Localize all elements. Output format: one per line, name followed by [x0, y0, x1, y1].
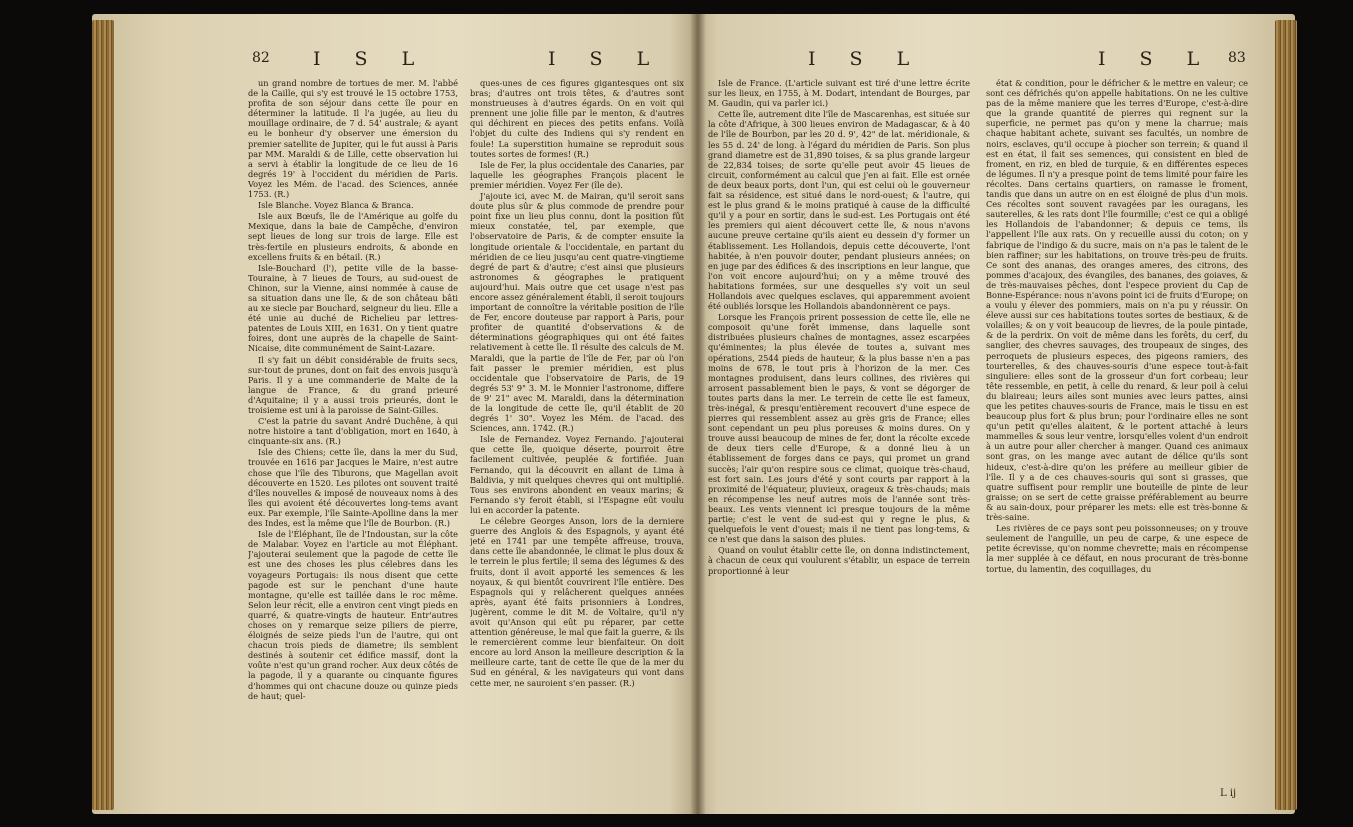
right-page-edges — [1275, 20, 1297, 810]
paragraph: un grand nombre de tortues de mer. M. l'abbé de la Caille, qui s'y est trouvé le 15 octobre 1753, profita de son séjour dans cette île pour en déterminer la latitude. Il l'a jugée, au lieu du mouillage ordinaire, de 7 d. 54' australe; & ayant eu le bonheur d'y observer une émersion du premier satellite de Jupiter, qui le fut aussi à Paris par MM. Maraldi & de Lille, cette observation lui a servi à établir la longitude de ce lieu de 16 degrés 19' à l'occident du méridien de Paris. Voyez les Mém. de l'acad. des Sciences, année 1753. (R.) — [248, 78, 458, 200]
paragraph: C'est la patrie du savant André Duchêne, à qui notre histoire a tant d'obligation, mort en 1640, à cinquante-six ans. (R.) — [248, 416, 458, 447]
right-head-word-b: I S L — [1098, 48, 1214, 70]
left-head-word-b: I S L — [548, 48, 664, 70]
paragraph: Isle de Fernandez. Voyez Fernando. J'ajouterai que cette île, quoique déserte, pourroit être facilement cultivée, peuplée & fortifiée. Juan Fernando, qui la découvrit en allant de Lima à Baldivia, y mit quelques chevres qui ont multiplié. Tous ses environs abondent en veaux marins; & Fernando s'y feroit établi, si l'Espagne eût voulu lui en accorder la patente. — [470, 434, 684, 515]
paragraph: Quand on voulut établir cette île, on donna indistinctement, à chacun de ceux qui voulurent s'établir, un espace de terrein proportionné à leur — [708, 545, 970, 576]
book-gutter — [690, 14, 706, 814]
right-page-number: 83 — [1228, 50, 1246, 66]
paragraph: Les rivières de ce pays sont peu poissonneuses; on y trouve seulement de l'anguille, un peu de carpe, & une espece de petite écrevisse, qu'on nomme chevrette; mais en récompense la mer supplée à ce défaut, en nous procurant de très-bonne tortue, du lamentin, des coquillages, du — [986, 523, 1248, 574]
right-column-2 — [986, 78, 1248, 783]
paragraph: Isle de France. (L'article suivant est tiré d'une lettre écrite sur les lieux, en 1755, à M. Dodart, intendant de Bourges, par M. Gaudin, qui va parler ici.) — [708, 78, 970, 109]
paragraph: Isle aux Bœufs, île de l'Amérique au golfe du Mexique, dans la baie de Campêche, d'environ sept lieues de long sur trois de large. Elle est très-fertile en plusieurs endroits, & abonde en excellens fruits & en bétail. (R.) — [248, 211, 458, 262]
left-page — [248, 48, 696, 701]
paragraph: Isle-Bouchard (l'), petite ville de la basse-Touraine, à 7 lieues de Tours, au sud-ouest de Chinon, sur la Vienne, ainsi nommée à cause de sa situation dans une île, & de son château bâti au xe siecle par Bouchard, seigneur du lieu. Elle a été unie au duché de Richelieu par lettres-patentes de Louis XIII, en 1631. On y tient quatre foires, dont une auprès de la chapelle de Saint-Nicaise, dite communément de Saint-Lazare. — [248, 262, 458, 354]
paragraph: Isle Blanche. Voyez Blanca & Branca. — [258, 200, 414, 211]
left-page-number: 82 — [252, 50, 270, 66]
paragraph: J'ajoute ici, avec M. de Mairan, qu'il seroit sans doute plus sûr & plus commode de prendre pour point fixe un lieu plus connu, dont la position fût mieux constatée, tel, par exemple, que l'observatoire de Paris, & de compter ensuite la longitude orientale & l'occidentale, en partant du méridien de ce lieu jusqu'au cent quatre-vingtieme degré de part & d'autre; c'est ainsi que plusieurs astronomes & géographes le pratiquent aujourd'hui. Mais outre que cet usage n'est pas encore assez généralement établi, il seroit toujours important de connoître la véritable position de l'île de Fer, encore douteuse par rapport à Paris, pour profiter de quantité d'observations & de déterminations géographiques qui ont été faites relativement à cette île. Il résulte des calculs de M. Maraldi, que la partie de l'île de Fer, par où l'on fait passer le premier méridien, est plus occidentale que l'observatoire de Paris, de 19 degrés 53' 9" 3. M. le Monnier l'astronome, differe de 9' 21" avec M. Maraldi, dans la détermination de la longitude de cette île, qu'il établit de 20 degrés 1' 30". Voyez les Mém. de l'acad. des Sciences, ann. 1742. (R.) — [470, 191, 684, 434]
left-column-2 — [470, 78, 684, 783]
paragraph: Isle de Fer, la plus occidentale des Canaries, par laquelle les géographes François placent le premier méridien. Voyez Fer (île de). — [470, 159, 684, 190]
paragraph: état & condition, pour le défricher & le mettre en valeur; ce sont ces défrichés qu'on appelle habitations. On ne les cultive pas de la même maniere que les terres d'Europe, c'est-à-dire que la grande quantité de pierres qui regnent sur la superficie, ne permet pas qu'on y mene la charrue; mais chaque habitant achete, suivant ses facultés, un nombre de noirs, esclaves, qu'il occupe à piocher son terrein; & quand il est en état, il fait ses semences, qui consistent en bled de froment, en riz, en bled de turquie, & en différentes especes de légumes. Il n'y a presque point de tems limité pour faire les récoltes. Dans certains quartiers, on ramasse le froment, tandis que dans un autre on en est éloigné de plus d'un mois. Ces récoltes sont souvent ravagées par les ouragans, les sauterelles, & les rats dont l'île fourmille; c'est ce qui a obligé les Hollandois de l'abandonner; & depuis ce tems, ils l'appellent l'île aux rats. On y recueille aussi du coton; on y fabrique de l'indigo & du sucre, mais on n'a pas le talent de le bien raffiner; sur les habitations, on trouve très-peu de fruits. Ce sont des ananas, des oranges ameres, des citrons, des pommes d'acajoux, des évangiles, des bananes, des goiaves, & de très-mauvaises pêches, dont l'espece provient du Cap de Bonne-Espérance: nous n'avons point ici de fruits d'Europe; on a voulu y élever des pommiers, mais on n'a pu y réussir. On éleve aussi sur ces habitations toutes sortes de bestiaux, & de volailles; & on y voit beaucoup de lievres, de la poule pintade, & de la perdrix. On voit de même dans les forêts, du cerf, du sanglier, des chevres sauvages, des troupeaux de singes, des perroquets de plusieurs especes, des pigeons ramiers, des tourterelles, & des chauves-souris d'une espece tout-à-fait singuliere: elles sont de la grosseur d'un fort corbeau; leur tête ressemble, en petit, à celle du renard, & leur poil à celui du blaireau; leurs ailes sont munies avec leurs pattes, ainsi que les petites chauves-souris de France, mais le tissu en est beaucoup plus fort & plus brun; pour l'ordinaire elles ne sont qu'un petit qu'elles alaitent, & le portent attaché à leurs mammelles & sous leur ventre, lorsqu'elles volent d'un endroit à un autre pour aller chercher à manger. Quand ces animaux sont gras, on les mange avec autant de délice qu'ils sont hideux, c'est-à-dire qu'on les préfere au meilleur gibier de l'île. Il y a de ces chauves-souris qui sont si grasses, que quatre suffisent pour remplir une bouteille de pinte de leur graisse; on se sert de cette graisse préférablement au beurre & au sain-doux, pour préparer les mets: elle est très-bonne & très-saine. — [986, 78, 1248, 523]
paragraph: Isle des Chiens; cette île, dans la mer du Sud, trouvée en 1616 par Jacques le Maire, n'est autre chose que l'île des Tiburons, que Magellan avoit découverte en 1520. Les pilotes ont souvent traité d'îles nouvelles & imposé de nouveaux noms à des îles qui avoient été découvertes long-tems avant eux. Par exemple, l'île Sainte-Apolline dans la mer des Indes, est la même que l'île de Bourbon. (R.) — [248, 447, 458, 529]
signature-mark: L ij — [1220, 788, 1237, 799]
left-column-1 — [248, 78, 458, 783]
right-head-word-a: I S L — [808, 48, 924, 70]
paragraph: Lorsque les François prirent possession de cette île, elle ne composoit qu'une forêt immense, dans laquelle sont distribuées plusieurs chaînes de montagnes, assez escarpées qu'éminentes; la plus élevée de toutes a, suivant mes opérations, 2544 pieds de hauteur, & la plus basse n'en a pas moins de 678, le tout pris à l'horizon de la mer. Ces montagnes produisent, dans leurs collines, des rivières qui arrosent passablement bien le pays, & vont se dégorger de toutes parts dans la mer. Le terrein de cette île est fameux, très-inégal, & presqu'entièrement recouvert d'une espece de pierres qui ressemblent assez au grès gris de France; elles sont cependant un peu plus poreuses & moins dures. On y trouve aussi beaucoup de mines de fer, dont la récolte excede de deux tiers celle d'Europe, & a donné lieu à un établissement de forges dans ce pays, qui promet un grand succès; l'air qu'on respire sous ce climat, quoique très-chaud, est fort sain. Les jours d'été y sont courts par rapport à la proximité de l'équateur, pluvieux, orageux & très-chauds; mais en récompense les neuf autres mois de l'année sont très-beaux. Les vents viennent ici presque toujours de la même partie; c'est le vent de sud-est qui y regne le plus, & quelquefois le vent d'ouest; mais il ne tient pas long-tems, & ce n'est que dans la saison des pluies. — [708, 312, 970, 545]
paragraph: Il s'y fait un débit considérable de fruits secs, sur-tout de prunes, dont on fait des envois jusqu'à Paris. Il y a une commanderie de Malte de la langue de France, & du grand prieuré d'Aquitaine; il y a aussi trois prieurés, dont le troisieme est uni à la paroisse de Saint-Gilles. — [248, 354, 458, 415]
paragraph: Cette île, autrement dite l'île de Mascarenhas, est située sur la côte d'Afrique, à 300 lieues environ de Madagascar, & à 40 de l'île de Bourbon, par les 20 d. 9', 42" de lat. méridionale, & les 55 d. 24' de long. à l'égard du méridien de Paris. Son plus grand diametre est de 31,890 toises, & sa plus grande largeur de 22,834 toises; de sorte qu'elle peut avoir 45 lieues de circuit, conformément au calcul que j'en ai fait. Elle est ornée de deux beaux ports, dont l'un, qui est celui où le gouverneur fait sa résidence, est situé dans le nord-ouest; & l'autre, qui est le plus grand & le moins pratiqué à cause de la difficulté qu'il y a pour en sortir, dans le sud-est. Les Portugais ont été les premiers qui aient découvert cette île, & nous n'avons aucune preuve certaine qu'ils aient eu dessein d'y former un établissement. Les Hollandois, depuis cette découverte, l'ont habitée, à n'en pouvoir douter, pendant plusieurs années; on en juge par des édifices & des inscriptions en leur langue, que l'on voit encore aujourd'hui; on y a même trouvé des habitations formées, sur une desquelles s'y voit un seul Hollandois avec quelques esclaves, qui apparemment avoient été oubliés lorsque les Hollandois abandonnèrent ce pays. — [708, 109, 970, 312]
paragraph: Le célebre Georges Anson, lors de la derniere guerre des Anglois & des Espagnols, y ayant été jeté en 1741 par une tempête affreuse, trouva, dans cette île abandonnée, le climat le plus doux & le terrein le plus fertile; il sema des légumes & des fruits, dont il avoit apporté les semences & les noyaux, & qui bientôt couvrirent l'île entière. Des Espagnols qui y relâcherent quelques années après, ayant été faits prisonniers à Londres, jugèrent, comme le dit M. de Voltaire, qu'il n'y avoit qu'Anson qui eût pu réparer, par cette attention généreuse, le mal que fait la guerre, & ils le remercièrent comme leur bienfaiteur. On doit encore au lord Anson la meilleure description & la meilleure carte, tant de cette île que de la mer du Sud en général, & les navigateurs qui vont dans cette mer, ne sauroient s'en passer. (R.) — [470, 516, 684, 688]
right-page — [708, 48, 1256, 799]
right-running-head — [708, 50, 1256, 74]
left-page-edges — [92, 20, 114, 810]
paragraph: Isle de l'Éléphant, île de l'Indoustan, sur la côte de Malabar. Voyez en l'article au mot Éléphant. J'ajouterai seulement que la pagode de cette île est une des choses les plus célebres dans les voyageurs Portugais: ils nous disent que cette pagode est sur le penchant d'une haute montagne, qu'elle est taillée dans le roc même. Selon leur récit, elle a environ cent vingt pieds en quarré, & quatre-vingts de hauteur. Entr'autres choses on y remarque seize piliers de pierre, éloignés de seize pieds l'un de l'autre, qui ont chacun trois pieds de diametre; ils semblent destinés à soutenir cet édifice massif, dont la voûte n'est qu'un grand rocher. Aux deux côtés de la pagode, il y a quarante ou cinquante figures d'hommes qui ont chacune douze ou quinze pieds de haut; quel- — [248, 529, 458, 701]
left-head-word-a: I S L — [313, 48, 429, 70]
right-column-1 — [708, 78, 970, 783]
paragraph: ques-unes de ces figures gigantesques ont six bras; d'autres ont trois têtes, & d'autres sont monstrueuses à d'autres égards. On en voit qui prennent une jolie fille par le menton, & d'autres qui déchirent en pieces des petits enfans. Voilà l'objet du culte des Indiens qui s'y rendent en foule! La superstition humaine se reproduit sous toutes sortes de formes! (R.) — [470, 78, 684, 159]
left-running-head — [248, 50, 696, 74]
